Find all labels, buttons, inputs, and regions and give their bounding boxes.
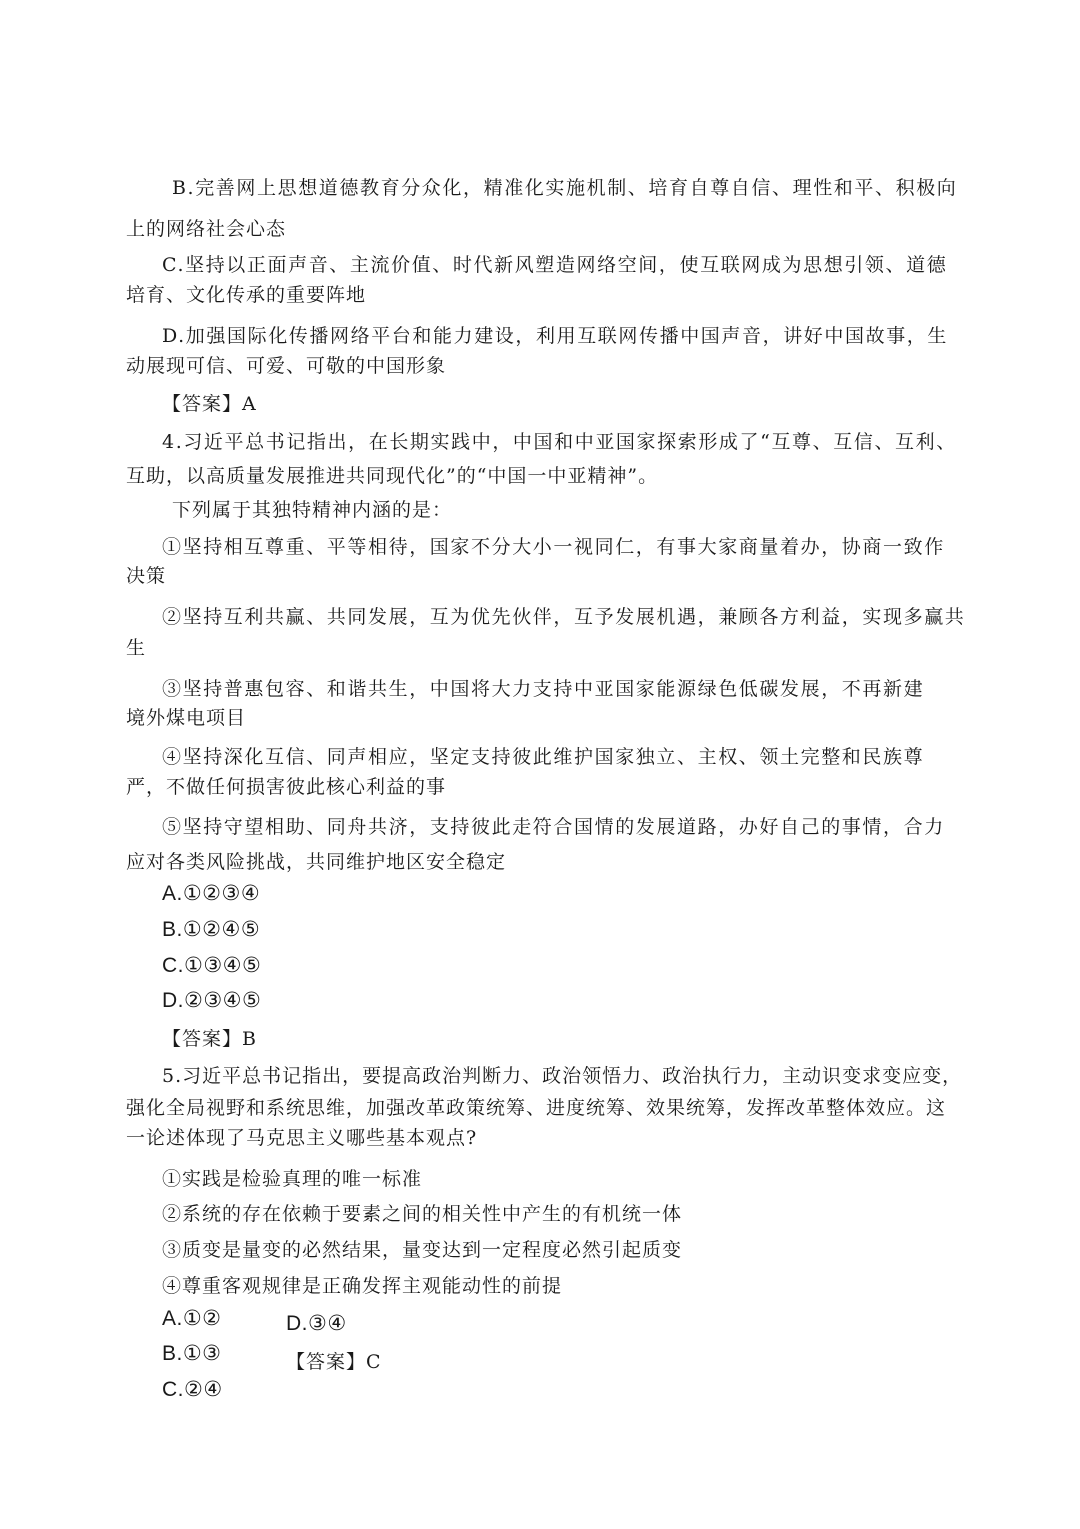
- q4-item-5-line-1: ⑤坚持守望相助、同舟共济，支持彼此走符合国情的发展道路，办好自己的事情，合力: [162, 816, 945, 838]
- q4-item-2-line-2: 生: [126, 637, 147, 659]
- prev-option-c-line-1: C.坚持以正面声音、主流价值、时代新风塑造网络空间，使互联网成为思想引领、道德: [162, 254, 948, 276]
- q4-item-3-line-1: ③坚持普惠包容、和谐共生，中国将大力支持中亚国家能源绿色低碳发展，不再新建: [162, 678, 925, 700]
- prev-answer: 【答案】A: [162, 393, 257, 415]
- prev-option-d-line-1: D.加强国际化传播网络平台和能力建设，利用互联网传播中国声音，讲好中国故事，生: [162, 325, 948, 347]
- q4-option-a: A.①②③④: [162, 882, 261, 905]
- q5-stem-line-2: 强化全局视野和系统思维，加强改革政策统筹、进度统筹、效果统筹，发挥改革整体效应。这: [126, 1097, 947, 1119]
- q5-item-3: ③质变是量变的必然结果，量变达到一定程度必然引起质变: [162, 1239, 683, 1261]
- q5-option-b: B.①③: [162, 1342, 222, 1365]
- q4-item-5-line-2: 应对各类风险挑战，共同维护地区安全稳定: [126, 851, 507, 873]
- q4-prompt: 下列属于其独特精神内涵的是：: [172, 499, 453, 521]
- q4-item-3-line-2: 境外煤电项目: [126, 707, 247, 729]
- prev-option-b-line-2: 上的网络社会心态: [126, 218, 287, 240]
- q5-answer: 【答案】C: [286, 1351, 382, 1373]
- q5-option-a: A.①②: [162, 1307, 222, 1330]
- q5-stem-line-3: 一论述体现了马克思主义哪些基本观点?: [126, 1127, 478, 1149]
- q4-item-1-line-1: ①坚持相互尊重、平等相待，国家不分大小一视同仁，有事大家商量着办，协商一致作: [162, 536, 945, 558]
- q5-item-2: ②系统的存在依赖于要素之间的相关性中产生的有机统一体: [162, 1203, 683, 1225]
- q4-option-d: D.②③④⑤: [162, 989, 262, 1012]
- q4-answer: 【答案】B: [162, 1028, 257, 1050]
- q4-item-4-line-2: 严，不做任何损害彼此核心利益的事: [126, 776, 447, 798]
- prev-option-d-line-2: 动展现可信、可爱、可敬的中国形象: [126, 355, 447, 377]
- q4-item-2-line-1: ②坚持互利共赢、共同发展，互为优先伙伴，互予发展机遇，兼顾各方利益，实现多赢共: [162, 606, 966, 628]
- q4-stem-line-1: 4.习近平总书记指出，在长期实践中，中国和中亚国家探索形成了“互尊、互信、互利、: [162, 431, 957, 453]
- q4-option-c: C.①③④⑤: [162, 954, 262, 977]
- q4-item-4-line-1: ④坚持深化互信、同声相应，坚定支持彼此维护国家独立、主权、领土完整和民族尊: [162, 746, 925, 768]
- q5-stem-line-1: 5.习近平总书记指出，要提高政治判断力、政治领悟力、政治执行力，主动识变求变应变，: [162, 1065, 963, 1087]
- q4-stem-line-2: 互助，以高质量发展推进共同现代化”的“中国一中亚精神”。: [126, 465, 659, 487]
- q4-item-1-line-2: 决策: [126, 565, 167, 587]
- q5-option-d: D.③④: [286, 1312, 347, 1335]
- prev-option-b-line-1: B.完善网上思想道德教育分众化，精准化实施机制、培育自尊自信、理性和平、积极向: [172, 177, 958, 199]
- q4-option-b: B.①②④⑤: [162, 918, 261, 941]
- q5-item-4: ④尊重客观规律是正确发挥主观能动性的前提: [162, 1275, 563, 1297]
- q5-item-1: ①实践是检验真理的唯一标准: [162, 1168, 423, 1190]
- q5-option-c: C.②④: [162, 1378, 223, 1401]
- prev-option-c-line-2: 培育、文化传承的重要阵地: [126, 284, 367, 306]
